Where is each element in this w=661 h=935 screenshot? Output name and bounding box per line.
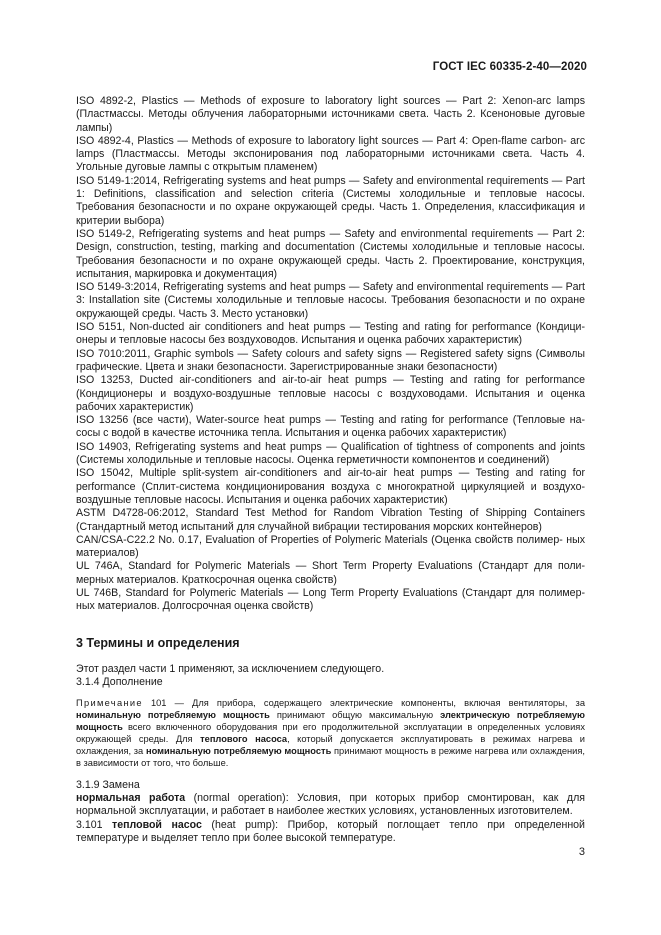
normative-references: [76, 95, 585, 614]
reference-entry: ISO 5149-2, Refrigerating systems and heat pumps — Safety and environmental requirements — Part 2: Design, construction, testing, marking and documentation (Системы холодильные и тепловые насосы. Требования безопасности и по охране окружающей среды. Часть 2. Проектирование, конструкция, испытания, маркировка и документация): [76, 227, 585, 280]
reference-entry: ISO 13253, Ducted air-conditioners and air-to-air heat pumps — Testing and rating for performance (Кондиционеры и воздухо-воздушные тепловые насосы с воздуховодами. Испытания и оценка рабочих характеристик): [76, 374, 585, 413]
page-content: [76, 95, 585, 845]
reference-entry: ISO 4892-4, Plastics — Methods of exposure to laboratory light sources — Part 4: Open-flame carbon- arc lamps (Пластмассы. Методы экспонирования под лабораторными источниками света. Часть 4. Угольные дуговые лампы с открытым пламенем): [76, 134, 585, 174]
running-header: ГОСТ IEC 60335-2-40—2020: [432, 61, 587, 73]
definition-heat-pump: 3.101 тепловой насос (heat pump): Прибор, который поглощает тепло при определенной температуре и выделяет тепло при более высокой температуре.: [76, 818, 585, 844]
reference-entry: ISO 5151, Non-ducted air conditioners and heat pumps — Testing and rating for performance (Кондици- онеры и тепловые насосы без воздуховодов. Испытания и оценка рабочих характеристик): [76, 321, 585, 347]
definition-normal-operation: нормальная работа (normal operation): Условия, при которых прибор смонтирован, как для нормальной эксплуатации, и работает в наиболее жестких условиях, установленных изготовителем.: [76, 791, 585, 818]
reference-entry: ISO 7010:2011, Graphic symbols — Safety colours and safety signs — Registered safety signs (Символы графические. Цвета и знаки безопасности. Зарегистрированные знаки безопасности): [76, 347, 585, 373]
reference-entry: ISO 4892-2, Plastics — Methods of exposure to laboratory light sources — Part 2: Xenon-arc lamps (Пластмассы. Методы облучения лабораторными источниками света. Часть 2. Ксеноновые дуговые лампы): [76, 95, 585, 134]
reference-entry: ISO 13256 (все части), Water-source heat pumps — Testing and rating for performance (Тепловые на- сосы с водой в качестве источника тепла. Испытания и оценка рабочих характеристик): [76, 414, 585, 440]
note-101: Примечание 101 — Для прибора, содержащего электрические компоненты, включая вентиляторы, за номинальную потребляемую мощность принимают общую максимальную электрическую потребляемую мощность всего включенного оборудования при его продолжительной эксплуатации в определенных условиях окружающей среды. Для теплового насоса, который допускается эксплуатировать в режимах нагрева и охлаждения, за номинальную потребляемую мощность принимают мощность в режиме нагрева или охлаждения, в зависимости от того, что больше.: [76, 698, 585, 768]
page-number: 3: [578, 846, 585, 858]
reference-entry: UL 746B, Standard for Polymeric Materials — Long Term Property Evaluations (Стандарт для полимер- ных материалов. Долгосрочная оценка свойств): [76, 586, 585, 613]
subclause-3-1-9: 3.1.9 Замена: [76, 778, 140, 791]
reference-entry: ISO 14903, Refrigerating systems and heat pumps — Qualification of tightness of components and joints (Системы холодильные и тепловые насосы. Оценка герметичности компонентов и соединений): [76, 440, 585, 467]
reference-entry: ASTM D4728-06:2012, Standard Test Method for Random Vibration Testing of Shipping Containers (Стандартный метод испытаний для случайной вибрации тестирования морских контейнеров): [76, 507, 585, 533]
reference-entry: UL 746A, Standard for Polymeric Materials — Short Term Property Evaluations (Стандарт для поли- мерных материалов. Краткосрочная оценка свойств): [76, 560, 585, 586]
subclause-3-1-4: 3.1.4 Дополнение: [76, 675, 163, 688]
reference-entry: ISO 15042, Multiple split-system air-conditioners and air-to-air heat pumps — Testing and rating for performance (Сплит-система кондиционирования воздуха с многократной циркуляцией и воздухо-воздушные тепловые насосы. Испытания и оценка рабочих характеристик): [76, 467, 585, 506]
section-intro: Этот раздел части 1 применяют, за исключением следующего.: [76, 662, 385, 675]
reference-entry: ISO 5149-1:2014, Refrigerating systems and heat pumps — Safety and environmental requirements — Part 1: Definitions, classification and selection criteria (Системы холодильные и тепловые насосы. Требования безопасности и по охране окружающей среды. Часть 1. Определения, классификация и критерии выбора): [76, 174, 585, 227]
reference-entry: CAN/CSA-C22.2 No. 0.17, Evaluation of Properties of Polymeric Materials (Оценка свойств полимер- ных материалов): [76, 533, 585, 560]
reference-entry: ISO 5149-3:2014, Refrigerating systems and heat pumps — Safety and environmental requirements — Part 3: Installation site (Системы холодильные и тепловые насосы. Требования безопасности и по охране окружающей среды. Часть 3. Место установки): [76, 281, 585, 320]
section-title: 3 Термины и определения: [76, 635, 240, 650]
